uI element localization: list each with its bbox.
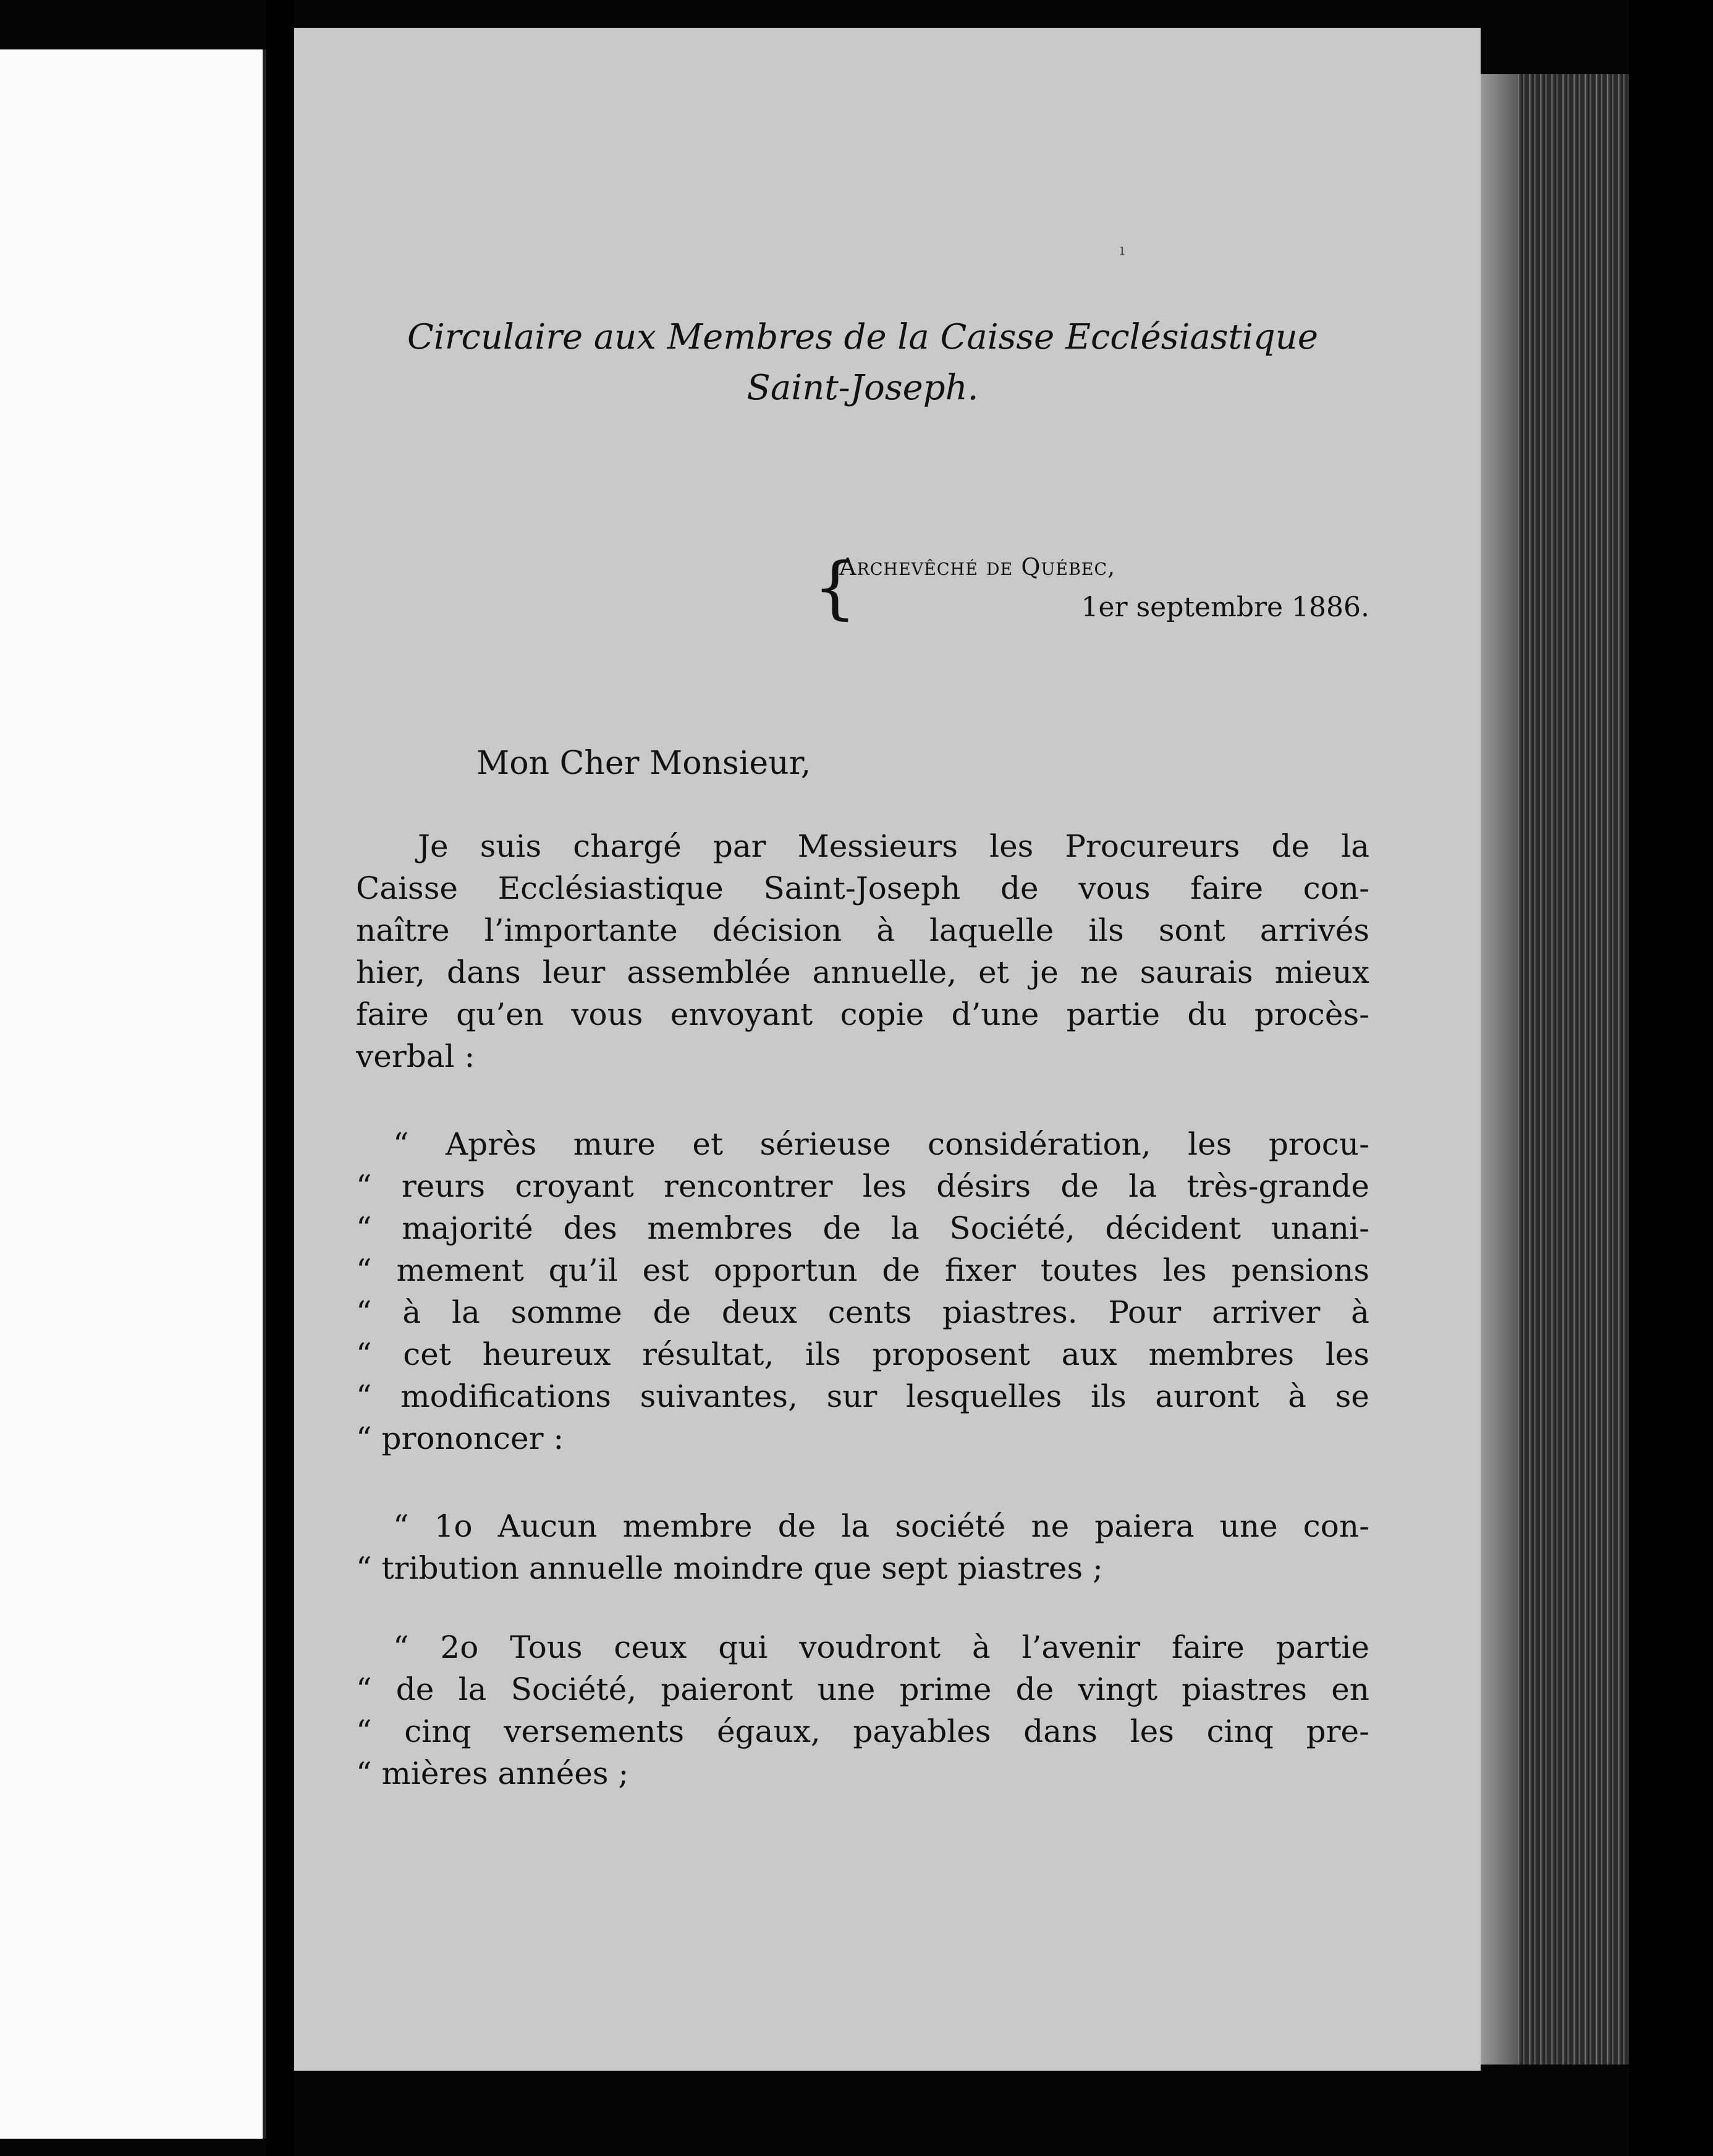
dateline-place: Archevêché de Québec, bbox=[839, 553, 1116, 580]
text-line: “ modifications suivantes, sur lesquelles ils auront à se bbox=[356, 1378, 1369, 1414]
text-line: “ 1o Aucun membre de la société ne paiera une con- bbox=[393, 1508, 1369, 1544]
quote-paragraph-1 bbox=[356, 1123, 1369, 1459]
salutation: Mon Cher Monsieur, bbox=[476, 745, 811, 782]
title-line-2: Saint-Joseph. bbox=[747, 368, 979, 408]
text-line: “ reurs croyant rencontrer les désirs de la très-grande bbox=[356, 1168, 1369, 1204]
document-title bbox=[393, 312, 1332, 414]
text-line: “ mières années ; bbox=[356, 1755, 629, 1791]
text-line: “ tribution annuelle moindre que sept piastres ; bbox=[356, 1550, 1103, 1586]
intro-paragraph bbox=[356, 825, 1369, 1077]
facing-page-blank bbox=[0, 49, 266, 2139]
text-line: Je suis chargé par Messieurs les Procureurs de la bbox=[418, 828, 1369, 864]
letter-body bbox=[356, 825, 1369, 1831]
quote-paragraph-3 bbox=[356, 1626, 1369, 1794]
text-line: “ mement qu’il est opportun de fixer toutes les pensions bbox=[356, 1252, 1369, 1288]
text-line: “ cinq versements égaux, payables dans les cinq pre- bbox=[356, 1713, 1369, 1749]
text-line: “ de la Société, paieront une prime de vingt piastres en bbox=[356, 1671, 1369, 1707]
scan-border-right bbox=[1629, 0, 1713, 2156]
page-mark: ı bbox=[1120, 241, 1125, 258]
text-line: “ 2o Tous ceux qui voudront à l’avenir faire partie bbox=[393, 1629, 1369, 1665]
dateline-date: 1er septembre 1886. bbox=[1081, 592, 1369, 623]
text-line: “ prononcer : bbox=[356, 1420, 564, 1456]
text-line: “ à la somme de deux cents piastres. Pour arriver à bbox=[356, 1294, 1369, 1330]
quote-paragraph-2 bbox=[356, 1505, 1369, 1589]
text-line: naître l’importante décision à laquelle ils sont arrivés bbox=[356, 912, 1369, 948]
document-page bbox=[294, 28, 1481, 2071]
dateline bbox=[813, 548, 1369, 634]
text-line: verbal : bbox=[356, 1038, 475, 1074]
text-line: hier, dans leur assemblée annuelle, et je ne saurais mieux bbox=[356, 954, 1369, 990]
title-line-1: Circulaire aux Membres de la Caisse Ecclésiastique bbox=[407, 317, 1318, 357]
text-line: “ majorité des membres de la Société, décident unani- bbox=[356, 1210, 1369, 1246]
text-line: Caisse Ecclésiastique Saint-Joseph de vous faire con- bbox=[356, 870, 1369, 906]
brace-icon: { bbox=[813, 548, 856, 627]
text-line: “ cet heureux résultat, ils proposent aux membres les bbox=[356, 1336, 1369, 1372]
book-page-edge-highlight bbox=[1481, 74, 1518, 2065]
book-spine-gap bbox=[266, 0, 294, 2156]
text-line: “ Après mure et sérieuse considération, les procu- bbox=[393, 1126, 1369, 1162]
text-line: faire qu’en vous envoyant copie d’une partie du procès- bbox=[356, 996, 1369, 1032]
